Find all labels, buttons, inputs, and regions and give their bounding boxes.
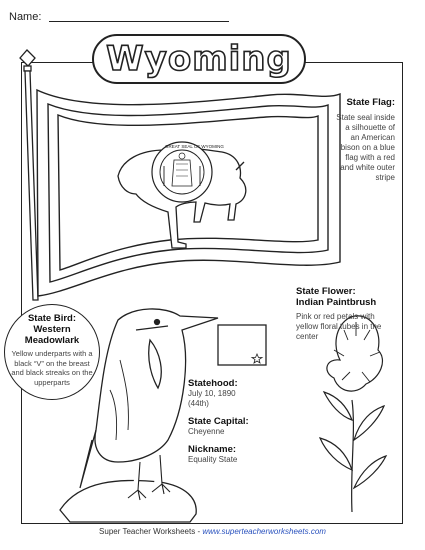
seal-text: GREAT SEAL OF WYOMING: [165, 144, 224, 149]
title-banner: [92, 34, 306, 84]
paintbrush-flower-illustration: [320, 316, 386, 512]
state-flower-heading: State Flower:: [296, 286, 356, 297]
state-bird-name-line1: Western: [33, 324, 71, 335]
capital-value: Cheyenne: [188, 427, 225, 436]
footer-link[interactable]: www.superteacherworksheets.com: [202, 527, 326, 536]
state-bird-name-line2: Meadowlark: [24, 335, 80, 346]
state-flower-description: Pink or red petals with yellow floral tubes in the center: [296, 312, 382, 341]
capital-label: State Capital:: [188, 416, 249, 427]
nickname-value: Equality State: [188, 455, 238, 464]
state-flag-section: [335, 97, 395, 183]
state-bird-bubble: [4, 304, 100, 400]
state-facts: [188, 378, 288, 465]
statehood-value: July 10, 1890 (44th): [188, 389, 236, 408]
state-bird-heading: State Bird:: [27, 313, 77, 324]
flagpole: [20, 50, 38, 300]
state-seal: [152, 142, 212, 202]
state-flower-name: Indian Paintbrush: [296, 297, 377, 308]
state-flower-section: [296, 286, 396, 342]
statehood-label: Statehood:: [188, 378, 238, 389]
page-title: Wyoming: [106, 39, 292, 79]
state-flag-description: State seal inside a silhouette of an American bison on a blue flag with a red and white outer stripe: [336, 113, 395, 182]
footer-text: Super Teacher Worksheets -: [99, 527, 203, 536]
state-flag-heading: State Flag:: [346, 97, 395, 108]
nickname-label: Nickname:: [188, 444, 237, 455]
name-label: Name:: [9, 11, 42, 23]
footer: [0, 527, 425, 536]
state-bird-description: Yellow underparts with a black “V” on the breast and black streaks on the upperparts: [11, 349, 93, 387]
